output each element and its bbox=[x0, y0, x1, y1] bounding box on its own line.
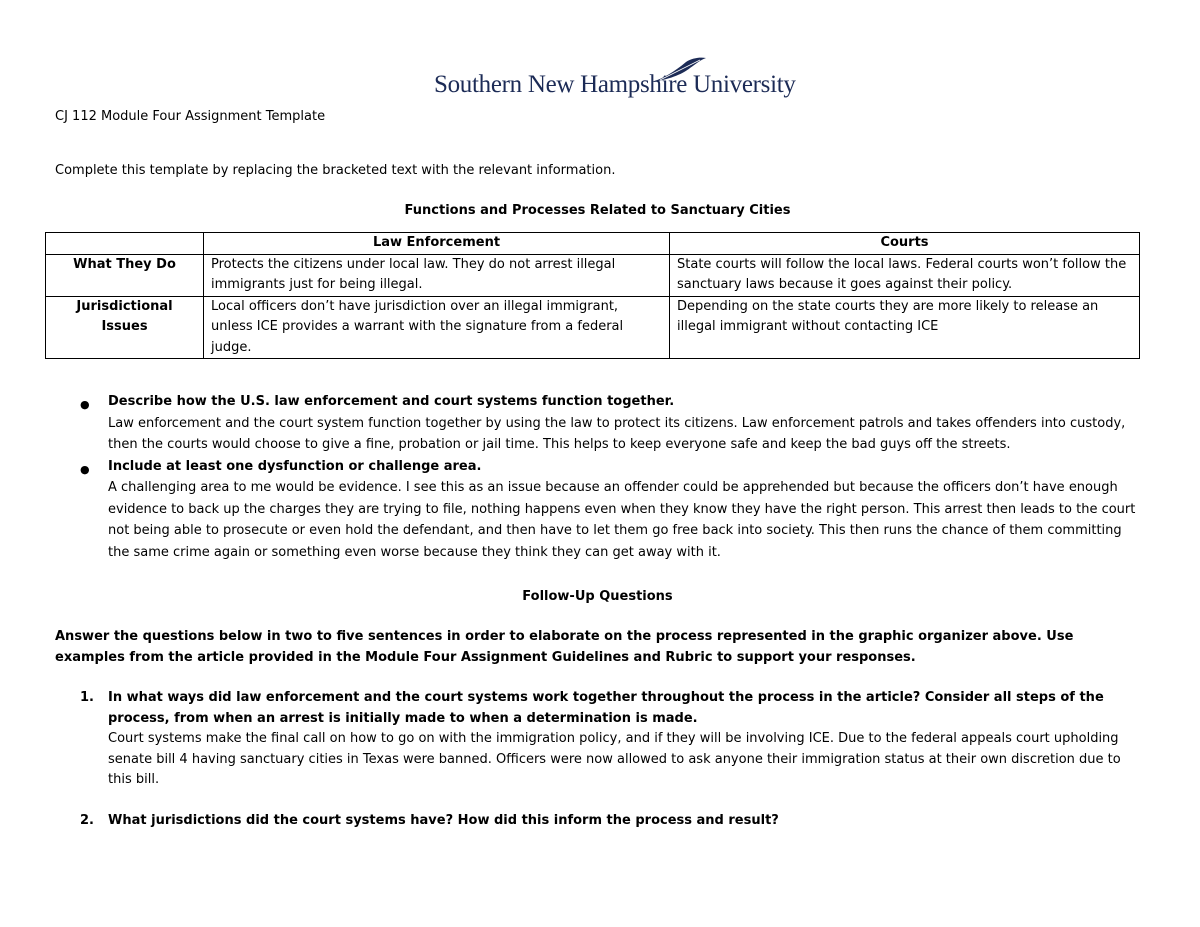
question-text: What jurisdictions did the court systems have? How did this inform the process and result? bbox=[108, 812, 779, 828]
table-row bbox=[46, 254, 1140, 296]
list-item bbox=[55, 456, 1140, 564]
table-header-row bbox=[46, 233, 1140, 255]
bullet-question: Include at least one dysfunction or challenge area. bbox=[108, 458, 482, 474]
row-label: Jurisdictional Issues bbox=[46, 296, 204, 359]
header-cell-empty bbox=[46, 233, 204, 255]
question-answer: Court systems make the final call on how to go on with the immigration policy, and if they will be involving ICE. Due to the federal appeals court upholding senate bill 4 having sanctuary cities in Texas were banned. Officers were now allowed to ask anyone their immigration status at their own discretion due to this bill. bbox=[108, 731, 1121, 787]
feather-icon bbox=[650, 56, 710, 86]
bullet-answer: A challenging area to me would be evidence. I see this as an issue because an offender could be apprehended but because the officers don’t have enough evidence to back up the charges they are trying to file, nothing happens even when they know they have the right person. This arrest then leads to the court not being able to prosecute or even hold the defendant, and then have to let them go free back into society. This then runs the chance of them committing the same crime again or something even worse because they think they can get away with it. bbox=[108, 480, 1136, 560]
instructions-text: Complete this template by replacing the bracketed text with the relevant information. bbox=[55, 163, 616, 178]
question-number: 2. bbox=[80, 812, 94, 828]
table-heading: Functions and Processes Related to Sanctuary Cities bbox=[404, 203, 791, 218]
table-row bbox=[46, 296, 1140, 359]
courts-cell: Depending on the state courts they are more likely to release an illegal immigrant without contacting ICE bbox=[670, 296, 1140, 359]
followup-heading: Follow-Up Questions bbox=[522, 589, 673, 604]
question-text: In what ways did law enforcement and the court systems work together throughout the process in the article? Consider all steps of the process, from when an arrest is initially made to when a determination is made. bbox=[108, 690, 1104, 726]
bullet-icon: ● bbox=[80, 398, 90, 411]
bullet-question: Describe how the U.S. law enforcement and court systems function together. bbox=[108, 394, 675, 409]
row-label: What They Do bbox=[46, 254, 204, 296]
bullet-list bbox=[55, 391, 1140, 563]
university-logo bbox=[434, 56, 796, 104]
law-enforcement-cell: Protects the citizens under local law. They do not arrest illegal immigrants just for being illegal. bbox=[204, 254, 670, 296]
list-item bbox=[55, 688, 1140, 791]
organizer-table bbox=[45, 232, 1140, 359]
document-page bbox=[55, 106, 1140, 831]
header-cell-courts: Courts bbox=[670, 233, 1140, 255]
courts-cell: State courts will follow the local laws. Federal courts won’t follow the sanctuary laws because it goes against their policy. bbox=[670, 254, 1140, 296]
question-list bbox=[55, 688, 1140, 831]
law-enforcement-cell: Local officers don’t have jurisdiction over an illegal immigrant, unless ICE provides a warrant with the signature from a federal judge. bbox=[204, 296, 670, 359]
bullet-answer: Law enforcement and the court system function together by using the law to protect its citizens. Law enforcement patrols and takes offenders into custody, then the courts would choose to give a fine, probation or jail time. This helps to keep everyone safe and keep the bad guys off the streets. bbox=[108, 415, 1126, 452]
list-item bbox=[55, 391, 1140, 456]
document-title: CJ 112 Module Four Assignment Template bbox=[55, 109, 326, 124]
question-number: 1. bbox=[80, 690, 94, 705]
followup-intro: Answer the questions below in two to five sentences in order to elaborate on the process represented in the graphic organizer above. Use examples from the article provided in the Module Four Assignment Guidelines and Rubric to support your responses. bbox=[55, 629, 1074, 665]
bullet-icon: ● bbox=[80, 462, 90, 476]
header-cell-law-enforcement: Law Enforcement bbox=[204, 233, 670, 255]
logo-wordmark: Southern New Hampshire University bbox=[434, 71, 796, 98]
list-item bbox=[55, 811, 1140, 832]
